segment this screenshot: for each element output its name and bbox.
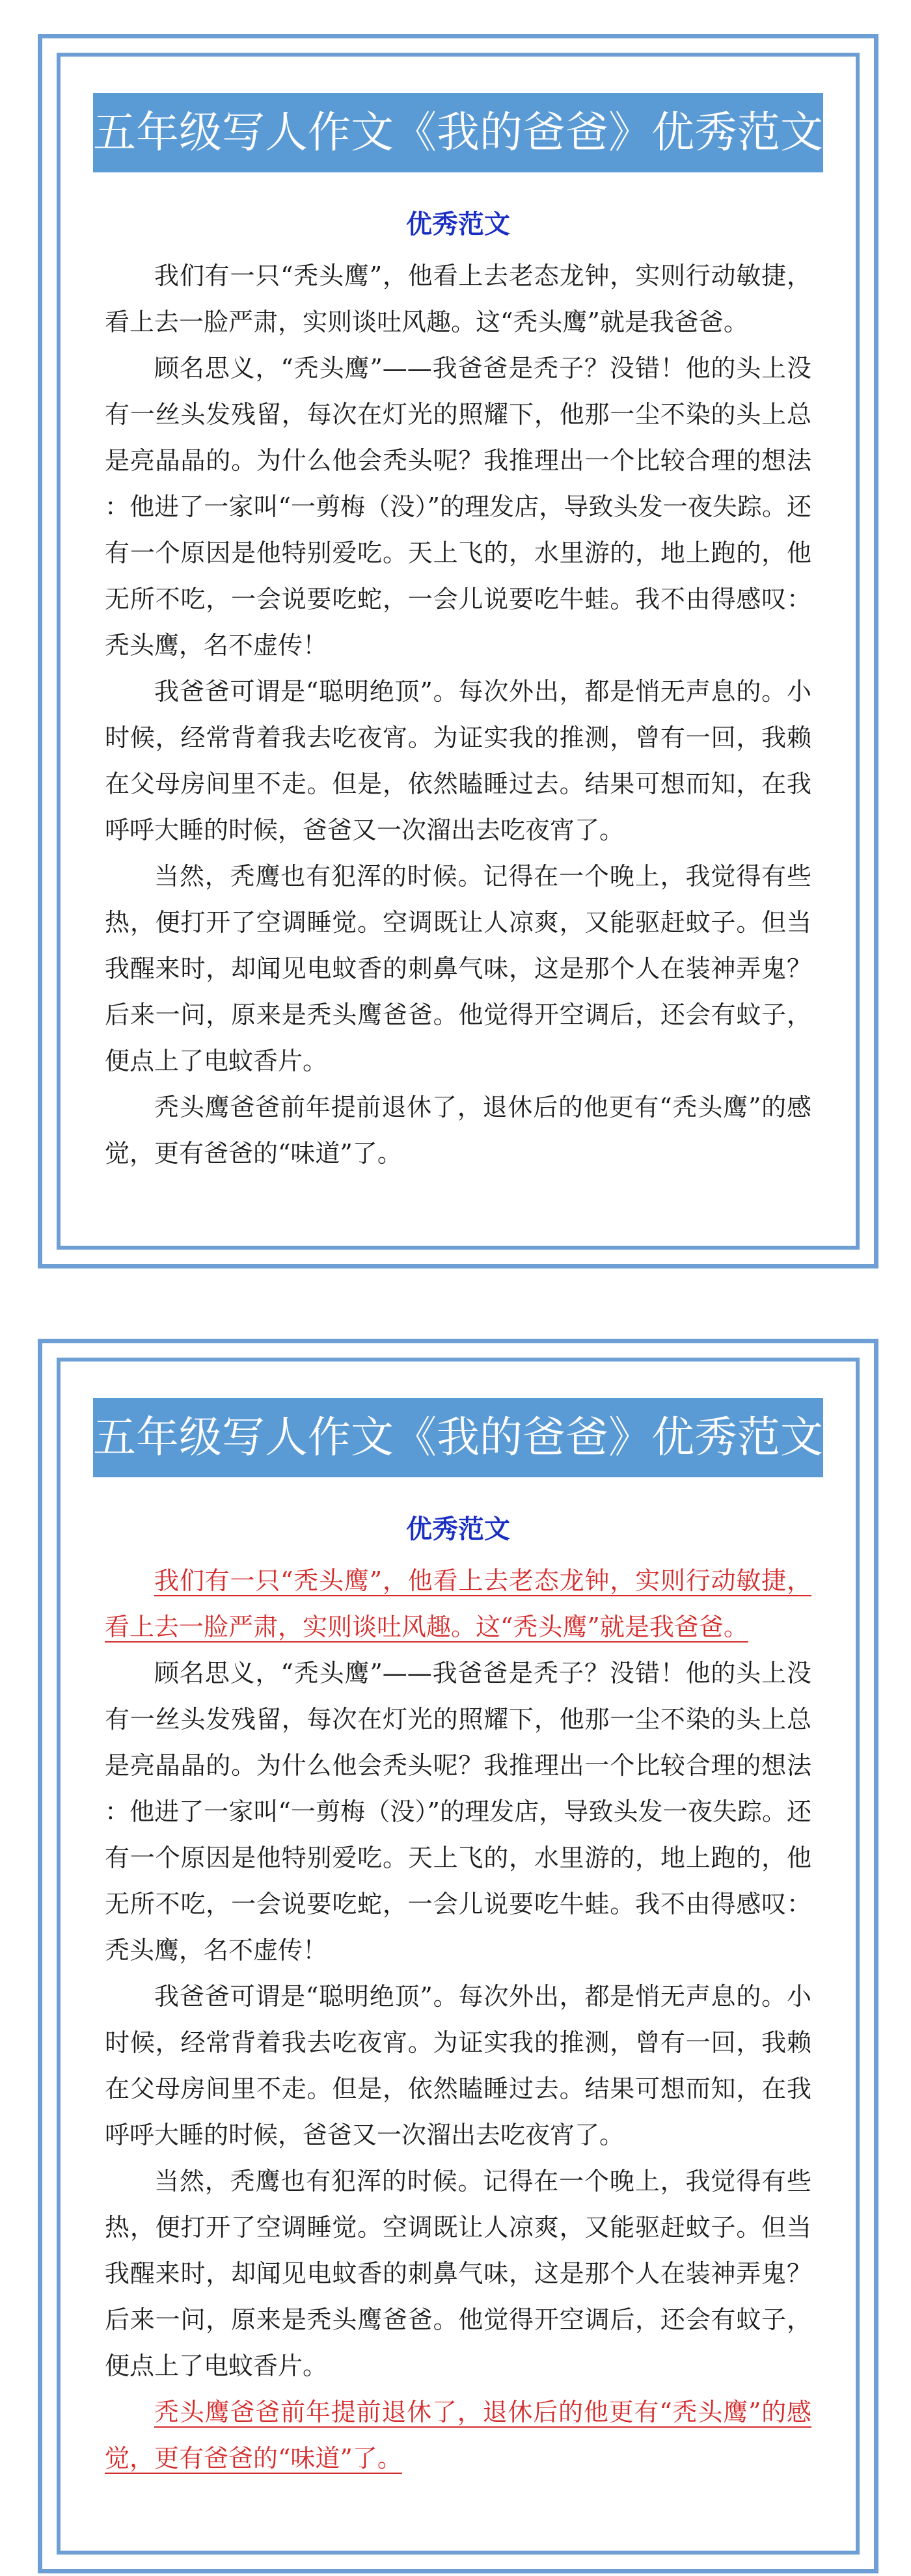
paragraph-4: 当然，秃鹰也有犯浑的时候。记得在一个晚上，我觉得有些热，便打开了空调睡觉。空调既让人凉爽，又能驱赶蚊子。但当我醒来时，却闻见电蚊香的刺鼻气味，这是那个人在装神弄鬼？后来一问，原来是秃头鹰爸爸。他觉得开空调后，还会有蚊子，便点上了电蚊香片。 bbox=[105, 862, 811, 1075]
essay-card-plain bbox=[38, 34, 878, 1268]
essay-body bbox=[105, 253, 811, 1177]
subtitle: 优秀范文 bbox=[406, 209, 510, 239]
title-banner: 五年级写人作文《我的爸爸》优秀范文 bbox=[93, 1398, 823, 1477]
paragraph-2: 顾名思义，“秃头鹰”——我爸爸是秃子？没错！他的头上没有一丝头发残留，每次在灯光的照耀下，他那一尘不染的头上总是亮晶晶的。为什么他会秃头呢？我推理出一个比较合理的想法：他进了一家叫“一剪梅（没）”的理发店，导致头发一夜失踪。还有一个原因是他特别爱吃。天上飞的，水里游的，地上跑的，他无所不吃，一会说要吃蛇，一会儿说要吃牛蛙。我不由得感叹：秃头鹰，名不虚传！ bbox=[105, 354, 811, 660]
title-banner: 五年级写人作文《我的爸爸》优秀范文 bbox=[93, 93, 823, 172]
essay-body bbox=[105, 1558, 811, 2482]
paragraph-3: 我爸爸可谓是“聪明绝顶”。每次外出，都是悄无声息的。小时候，经常背着我去吃夜宵。为证实我的推测，曾有一回，我赖在父母房间里不走。但是，依然瞌睡过去。结果可想而知，在我呼呼大睡的时候，爸爸又一次溜出去吃夜宵了。 bbox=[105, 677, 811, 844]
paragraph-3: 我爸爸可谓是“聪明绝顶”。每次外出，都是悄无声息的。小时候，经常背着我去吃夜宵。为证实我的推测，曾有一回，我赖在父母房间里不走。但是，依然瞌睡过去。结果可想而知，在我呼呼大睡的时候，爸爸又一次溜出去吃夜宵了。 bbox=[105, 1982, 811, 2149]
inner-frame bbox=[57, 1358, 860, 2555]
paragraph-1-highlighted: 我们有一只“秃头鹰”，他看上去老态龙钟，实则行动敏捷，看上去一脸严肃，实则谈吐风趣。这“秃头鹰”就是我爸爸。 bbox=[105, 1566, 811, 1641]
subtitle: 优秀范文 bbox=[406, 1514, 510, 1544]
paragraph-4: 当然，秃鹰也有犯浑的时候。记得在一个晚上，我觉得有些热，便打开了空调睡觉。空调既让人凉爽，又能驱赶蚊子。但当我醒来时，却闻见电蚊香的刺鼻气味，这是那个人在装神弄鬼？后来一问，原来是秃头鹰爸爸。他觉得开空调后，还会有蚊子，便点上了电蚊香片。 bbox=[105, 2167, 811, 2380]
paragraph-2: 顾名思义，“秃头鹰”——我爸爸是秃子？没错！他的头上没有一丝头发残留，每次在灯光的照耀下，他那一尘不染的头上总是亮晶晶的。为什么他会秃头呢？我推理出一个比较合理的想法：他进了一家叫“一剪梅（没）”的理发店，导致头发一夜失踪。还有一个原因是他特别爱吃。天上飞的，水里游的，地上跑的，他无所不吃，一会说要吃蛇，一会儿说要吃牛蛙。我不由得感叹：秃头鹰，名不虚传！ bbox=[105, 1659, 811, 1965]
paragraph-5: 秃头鹰爸爸前年提前退休了，退休后的他更有“秃头鹰”的感觉，更有爸爸的“味道”了。 bbox=[105, 1093, 811, 1168]
paragraph-5-highlighted: 秃头鹰爸爸前年提前退休了，退休后的他更有“秃头鹰”的感觉，更有爸爸的“味道”了。 bbox=[105, 2398, 811, 2473]
essay-card-annotated bbox=[38, 1339, 878, 2573]
paragraph-1: 我们有一只“秃头鹰”，他看上去老态龙钟，实则行动敏捷，看上去一脸严肃，实则谈吐风趣。这“秃头鹰”就是我爸爸。 bbox=[105, 262, 811, 336]
inner-frame bbox=[57, 53, 860, 1250]
